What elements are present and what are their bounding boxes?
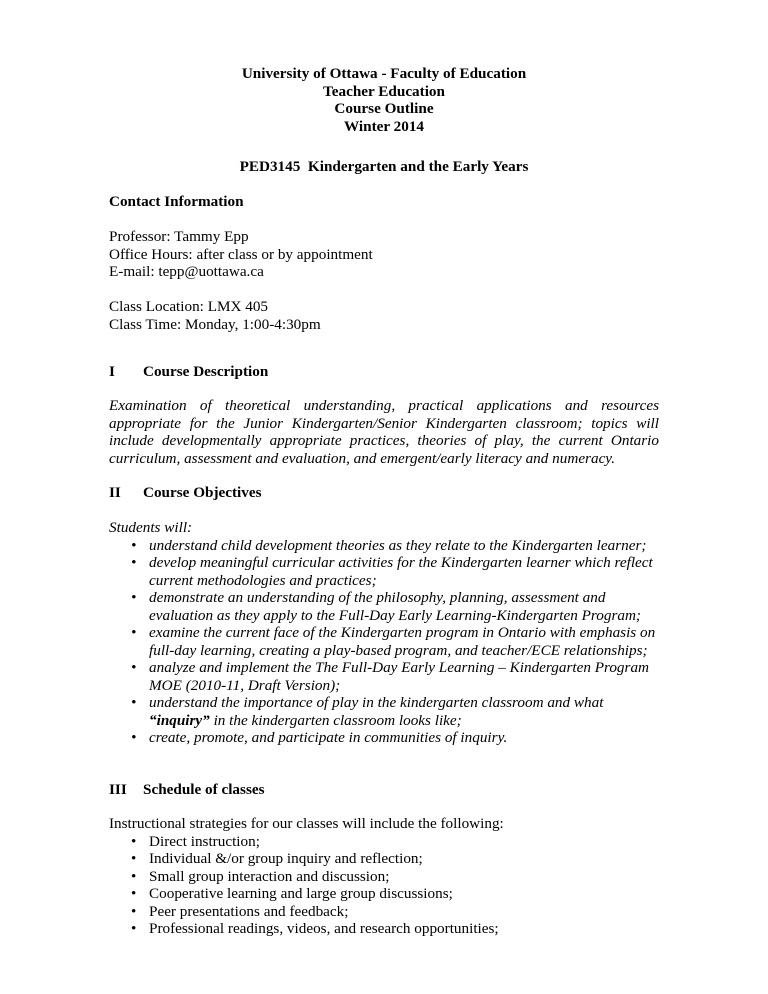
section-1-heading [109, 363, 659, 381]
section-2-heading [109, 484, 659, 502]
strategies-list [109, 833, 659, 938]
class-location-line: Class Location: LMX 405 [109, 298, 269, 315]
bullet-icon: • [131, 920, 137, 937]
bullet-icon: • [131, 850, 137, 867]
bullet-icon: • [131, 536, 137, 554]
bullet-icon: • [131, 589, 137, 606]
bullet-icon: • [131, 554, 137, 571]
objectives-intro: Students will: [109, 519, 193, 536]
schedule-intro: Instructional strategies for our classes will include the following: [109, 815, 504, 832]
section-2-title: Course Objectives [143, 484, 262, 501]
list-item: • Peer presentations and feedback; [131, 902, 349, 920]
section-1-number: I [109, 363, 115, 380]
office-hours-line: Office Hours: after class or by appointment [109, 245, 373, 263]
list-item: • Small group interaction and discussion; [131, 867, 390, 885]
list-item: • Individual &/or group inquiry and reflection; [131, 850, 423, 867]
list-item: • create, promote, and participate in communities of inquiry. [131, 729, 508, 746]
class-details [109, 298, 659, 333]
list-item: • understand child development theories as they relate to the Kindergarten learner; [131, 536, 647, 554]
objectives-list [109, 537, 659, 747]
section-1-title: Course Description [143, 363, 269, 380]
bullet-icon: • [131, 729, 137, 746]
contact-heading: Contact Information [109, 193, 244, 210]
list-item: • Professional readings, videos, and research opportunities; [131, 920, 499, 937]
list-item: • understand the importance of play in the kindergarten classroom and what “inquiry” in the kindergarten classroom looks like; [131, 694, 604, 729]
bullet-icon: • [131, 885, 137, 902]
bullet-icon: • [131, 867, 137, 885]
list-item: • analyze and implement the The Full-Day Early Learning – Kindergarten Program MOE (2010-11, Draft Version); [131, 659, 650, 694]
bullet-icon: • [131, 694, 137, 711]
university-name: University of Ottawa - Faculty of Education [241, 65, 527, 82]
bullet-icon: • [131, 659, 137, 676]
section-3-heading [109, 781, 659, 799]
list-item: • Direct instruction; [131, 832, 260, 850]
bullet-icon: • [131, 832, 137, 850]
course-title: PED3145 Kindergarten and the Early Years [239, 158, 529, 175]
document-header [0, 65, 768, 135]
section-3-number: III [109, 781, 127, 798]
program-name: Teacher Education [323, 82, 445, 100]
professor-line: Professor: Tammy Epp [109, 228, 249, 245]
bullet-icon: • [131, 902, 137, 920]
section-2-number: II [109, 484, 121, 501]
list-item: • demonstrate an understanding of the philosophy, planning, assessment and evaluation as they apply to the Full-Day Early Learning-Kindergarten Program; [131, 589, 641, 624]
schedule-block [109, 815, 659, 938]
list-item: • develop meaningful curricular activities for the Kindergarten learner which reflect current methodologies and practices; [131, 554, 653, 589]
document-type: Course Outline [334, 100, 434, 117]
list-item: • examine the current face of the Kindergarten program in Ontario with emphasis on full-day learning, creating a play-based program, and teacher/ECE relationships; [131, 624, 656, 659]
email-line: E-mail: tepp@uottawa.ca [109, 263, 264, 280]
class-time-line: Class Time: Monday, 1:00-4:30pm [109, 315, 321, 333]
contact-details [109, 228, 659, 281]
list-item: • Cooperative learning and large group discussions; [131, 885, 453, 902]
section-3-title: Schedule of classes [143, 781, 265, 798]
inquiry-term: “inquiry” [149, 711, 210, 729]
bullet-icon: • [131, 624, 137, 641]
course-description-text: Examination of theoretical understanding, practical applications and resources appropriate for the Junior Kindergarten/Senior Kindergarten classroom; topics will include developmentally appropriate practices, theories of play, the current Ontario curriculum, assessment and evaluation, and emergent/early literacy and numeracy. [109, 397, 659, 467]
term: Winter 2014 [343, 117, 425, 135]
objectives-block [109, 519, 659, 747]
